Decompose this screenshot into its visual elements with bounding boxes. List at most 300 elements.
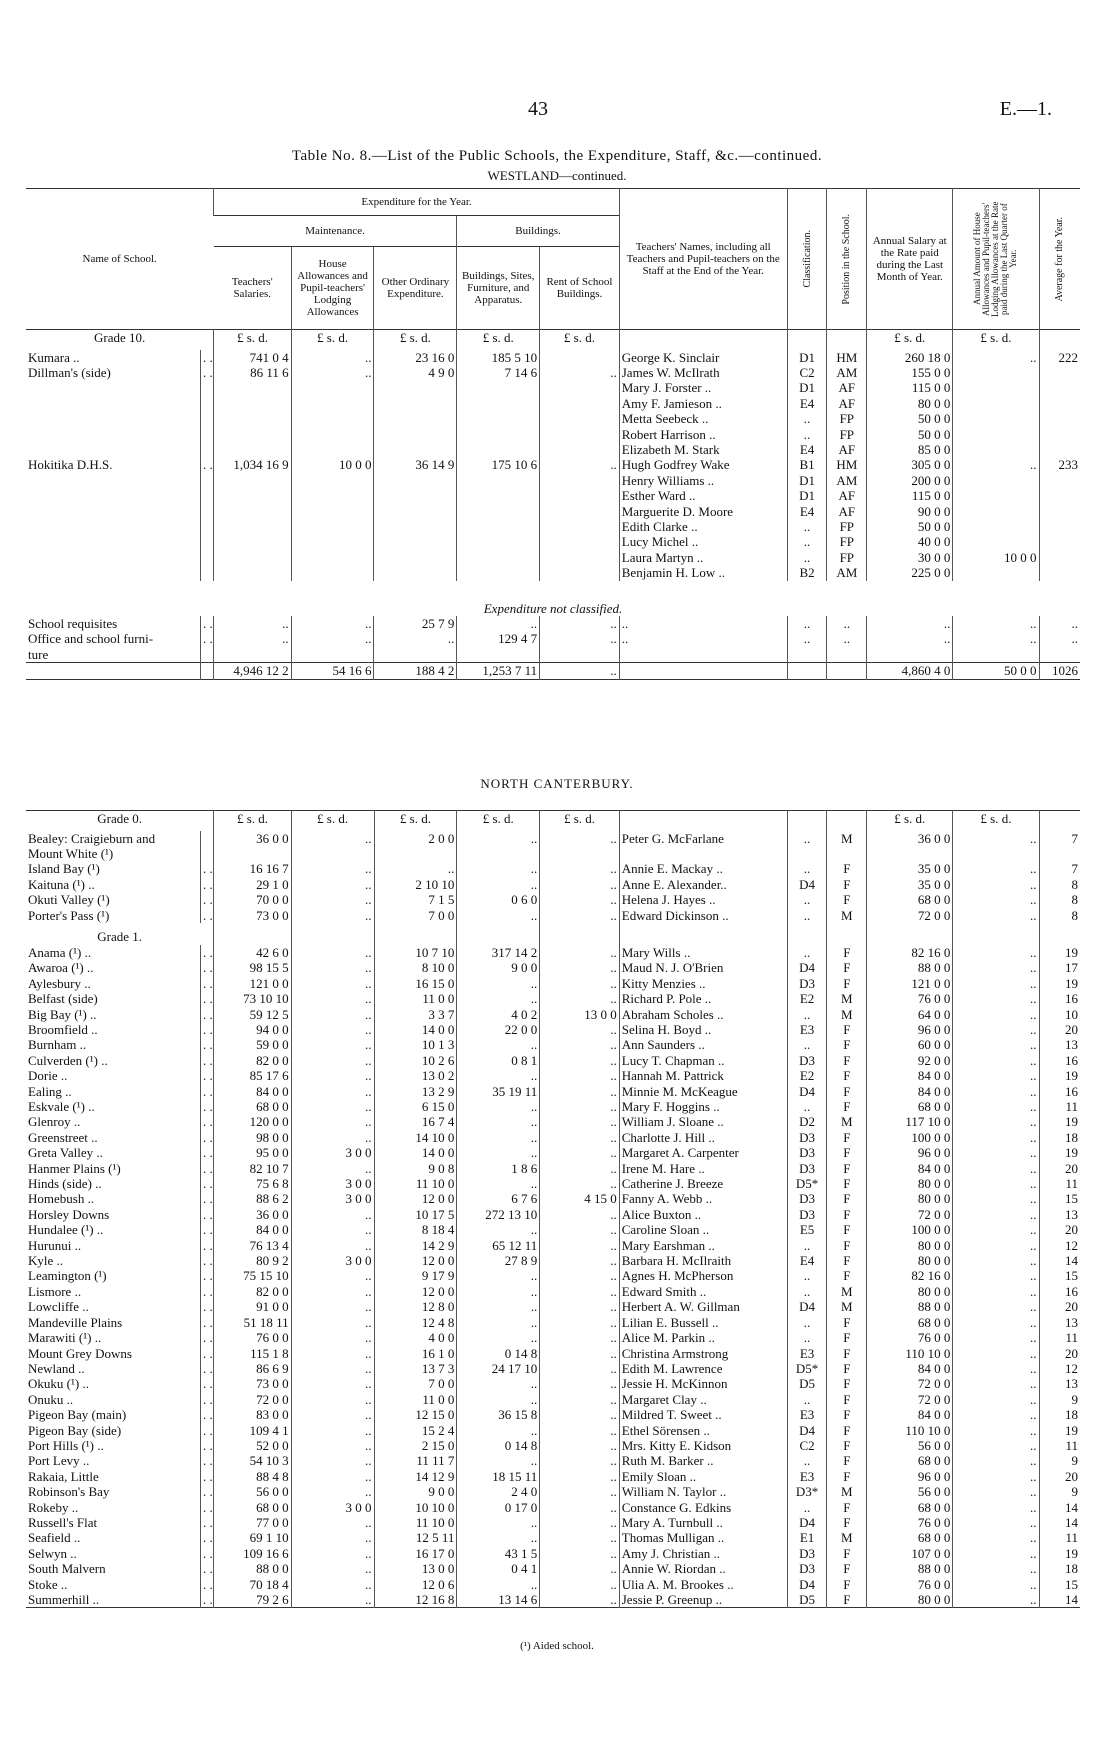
table-cell [457,923,540,945]
table-cell: Catherine J. Breeze [619,1176,787,1191]
table-cell: .. [457,1176,540,1191]
table-cell: .. [787,892,827,907]
table-cell: Laura Martyn .. [619,550,787,565]
table-cell: 3 3 7 [374,1007,457,1022]
table-cell: Leamington (¹) [28,1268,107,1284]
table-cell: 36 0 0 [214,1207,291,1222]
table-cell: F [827,1438,867,1453]
table-cell [540,488,620,503]
table-row [26,1530,1080,1545]
table-cell: .. [867,616,953,631]
table-cell [953,488,1039,503]
table-cell: 80 0 0 [867,1592,953,1608]
table-cell [374,442,457,457]
table-cell: . . [201,1330,214,1345]
table-cell: 7 [1039,861,1080,876]
table-cell: 35 19 11 [457,1084,540,1099]
table-cell: .. [457,991,540,1006]
table-cell: 20 [1039,1299,1080,1314]
table-cell [827,663,867,679]
table-cell: .. [540,1084,620,1099]
table-row [26,1130,1080,1145]
table-cell: 12 0 6 [374,1577,457,1592]
table-cell [1039,380,1080,395]
table-cell: 84 0 0 [214,1222,291,1237]
table-cell: .. [787,861,827,876]
table-cell [374,396,457,411]
table-cell: .. [540,1299,620,1314]
table-cell: 10 17 5 [374,1207,457,1222]
table-row [26,1022,1080,1037]
table-cell: .. [291,1546,374,1561]
table-cell: F [827,1268,867,1283]
table-cell: F [827,976,867,991]
table-cell: .. [457,1284,540,1299]
table-cell: D3 [787,1130,827,1145]
table-cell: 43 1 5 [457,1546,540,1561]
table-cell: Lismore .. [28,1283,82,1299]
table-cell: 16 16 7 [214,861,291,876]
table-cell: 0 8 1 [457,1053,540,1068]
table-cell: .. [540,1207,620,1222]
table-cell: Ethel Sörensen .. [619,1423,787,1438]
table-cell: .. [540,1346,620,1361]
table-cell: .. [291,1084,374,1099]
table-cell [374,473,457,488]
table-cell: AF [827,380,867,395]
table-cell: . . [201,960,214,975]
table-cell: M [827,991,867,1006]
table-cell: D3 [787,976,827,991]
table-cell [1039,442,1080,457]
table-cell [201,380,214,395]
table-cell: 115 1 8 [214,1346,291,1361]
table-cell: .. [953,1515,1039,1530]
table-cell [827,330,867,350]
table-row [26,1484,1080,1499]
currency-header: £ s. d. [214,330,291,350]
table-cell: Benjamin H. Low .. [619,565,787,580]
table-row [26,1007,1080,1022]
table-cell: 8 [1039,892,1080,907]
table-cell: 11 0 0 [374,991,457,1006]
table-cell: .. [291,616,374,631]
table-cell: .. [540,960,620,975]
table-cell: 98 0 0 [214,1130,291,1145]
table-cell: 12 5 11 [374,1530,457,1545]
table-cell: Mrs. Kitty E. Kidson [619,1438,787,1453]
table-cell [787,846,827,861]
table-cell: F [827,1145,867,1160]
table-cell: 0 14 8 [457,1438,540,1453]
table-cell: Belfast (side) [28,991,98,1007]
table-row [26,1037,1080,1052]
table-cell: .. [291,1114,374,1129]
table-cell: Edith Clarke .. [619,519,787,534]
table-cell: 11 [1039,1176,1080,1191]
table-cell [787,647,827,663]
table-cell: .. [291,1469,374,1484]
table-cell [787,663,827,679]
table-cell: . . [201,1207,214,1222]
table-cell: .. [540,1392,620,1407]
table-row [26,1330,1080,1345]
table-cell: 84 0 0 [867,1084,953,1099]
table-cell: .. [540,1222,620,1237]
table-cell: .. [457,877,540,892]
table-cell: M [827,1284,867,1299]
table-cell [291,550,374,565]
table-cell [619,811,787,831]
table-cell: . . [201,1268,214,1283]
table-cell: .. [953,1145,1039,1160]
table-cell: 741 0 4 [214,350,291,365]
table-cell: D1 [787,350,827,365]
table-cell: .. [540,861,620,876]
table-cell: AF [827,442,867,457]
table-cell: 1 8 6 [457,1161,540,1176]
table-cell: 6 15 0 [374,1099,457,1114]
table-cell [953,411,1039,426]
table-cell: .. [540,945,620,960]
table-cell: .. [953,1238,1039,1253]
table-cell: 88 4 8 [214,1469,291,1484]
table-cell: 10 0 0 [291,457,374,472]
table-cell: 20 [1039,1161,1080,1176]
table-cell: .. [787,631,827,646]
table-cell [26,504,201,519]
table-row [26,1515,1080,1530]
table-cell: .. [540,631,620,646]
table-cell [214,380,291,395]
table-cell: 19 [1039,1114,1080,1129]
table-cell: 11 [1039,1530,1080,1545]
table-cell: Russell's Flat [28,1514,98,1530]
table-cell: .. [827,631,867,646]
table-cell: .. [540,1330,620,1345]
table-cell: .. [291,631,374,646]
table-cell [827,923,867,945]
table-cell: Ruth M. Barker .. [619,1453,787,1468]
table-cell: 12 [1039,1238,1080,1253]
table-cell: .. [457,1299,540,1314]
table-cell: Port Hills (¹) .. [28,1437,104,1453]
table-cell [540,504,620,519]
table-cell: 79 2 6 [214,1592,291,1608]
table-row [26,1161,1080,1176]
table-cell: .. [291,908,374,923]
table-cell: .. [787,1453,827,1468]
table-cell [953,504,1039,519]
table-cell: 96 0 0 [867,1145,953,1160]
table-row [26,1561,1080,1576]
table-cell [457,411,540,426]
table-cell: 80 0 0 [867,1191,953,1206]
table-cell: Richard P. Pole .. [619,991,787,1006]
table-cell: .. [457,1130,540,1145]
table-cell [1039,923,1080,945]
table-cell [214,534,291,549]
table-cell: 20 [1039,1469,1080,1484]
table-cell [214,488,291,503]
table-cell: F [827,1315,867,1330]
table-cell [540,411,620,426]
table-row [26,365,1080,380]
table-cell: Mary A. Turnbull .. [619,1515,787,1530]
table-cell [457,504,540,519]
table-cell: .. [787,1007,827,1022]
table-cell: .. [787,1284,827,1299]
table-cell: .. [291,1037,374,1052]
table-cell: F [827,1592,867,1608]
table-cell: Robert Harrison .. [619,427,787,442]
table-row [26,861,1080,876]
table-cell: F [827,945,867,960]
table-cell [1039,411,1080,426]
table-cell: .. [291,1161,374,1176]
table-cell: D3* [787,1484,827,1499]
table-cell [26,550,201,565]
table-cell: D5 [787,1592,827,1608]
table-row [26,1469,1080,1484]
table-cell: Broomfield .. [28,1021,98,1037]
table-cell: D4 [787,1423,827,1438]
currency-header: £ s. d. [291,811,374,831]
table-cell: .. [291,1207,374,1222]
table-cell: .. [787,1392,827,1407]
table-cell: Barbara H. McIlraith [619,1253,787,1268]
table-cell: 19 [1039,1145,1080,1160]
table-cell: 70 18 4 [214,1577,291,1592]
table-cell [457,647,540,663]
table-cell [291,923,374,945]
table-cell: 56 0 0 [214,1484,291,1499]
table-cell: .. [214,631,291,646]
table-row [26,1453,1080,1468]
table-row [26,1268,1080,1283]
currency-header: £ s. d. [374,330,457,350]
table-cell [201,647,214,663]
table-cell: . . [201,1022,214,1037]
table-cell: F [827,1515,867,1530]
table-cell: . . [201,457,214,472]
table-cell: Mary Wills .. [619,945,787,960]
table-cell: .. [953,1130,1039,1145]
table-cell: 88 0 0 [214,1561,291,1576]
table-row [26,1284,1080,1299]
table-cell: 76 0 0 [867,1515,953,1530]
table-cell: 13 [1039,1376,1080,1391]
table-cell: Annie E. Mackay .. [619,861,787,876]
table-cell [374,380,457,395]
table-cell [540,473,620,488]
table-cell [540,380,620,395]
table-cell: .. [457,1453,540,1468]
table-cell [214,647,291,663]
table-cell: 6 7 6 [457,1191,540,1206]
table-row [26,1376,1080,1391]
table-cell: .. [787,616,827,631]
col-expenditure: Expenditure for the Year. [214,189,619,216]
table-cell: D5 [787,1376,827,1391]
table-cell: Hanmer Plains (¹) [28,1160,121,1176]
table-cell [374,923,457,945]
table-cell [374,427,457,442]
table-cell: 80 9 2 [214,1253,291,1268]
table-cell: .. [457,1577,540,1592]
table-cell: 36 15 8 [457,1407,540,1422]
table-cell: 92 0 0 [867,1053,953,1068]
table-cell: .. [457,1268,540,1283]
table-cell: F [827,1330,867,1345]
table-cell: .. [291,1238,374,1253]
table-cell [953,923,1039,945]
table-cell: 80 0 0 [867,1253,953,1268]
table-cell [26,396,201,411]
table-cell: Mount White (¹) [28,845,114,861]
table-cell: .. [540,1161,620,1176]
table-cell: .. [953,861,1039,876]
table-cell [374,488,457,503]
table-row [26,1238,1080,1253]
table-cell: E1 [787,1530,827,1545]
table-cell: Rokeby .. [28,1499,79,1515]
table-cell: .. [540,1253,620,1268]
table-cell [1039,330,1080,350]
table-cell [1039,427,1080,442]
table-row [26,892,1080,907]
table-cell: D5* [787,1176,827,1191]
currency-header: £ s. d. [953,330,1039,350]
table-cell: . . [201,631,214,646]
table-cell: .. [953,960,1039,975]
westland-table [26,188,1080,680]
table-cell [1039,473,1080,488]
table-cell [291,427,374,442]
table-cell: E3 [787,1346,827,1361]
table-cell: .. [787,1238,827,1253]
table-cell: .. [540,457,620,472]
table-row [26,1392,1080,1407]
table-row [26,1207,1080,1222]
table-cell [291,534,374,549]
table-row [26,1346,1080,1361]
table-cell: .. [540,663,620,679]
table-cell: 91 0 0 [214,1299,291,1314]
table-cell: 272 13 10 [457,1207,540,1222]
table-cell [953,565,1039,580]
table-row [26,1253,1080,1268]
table-cell [457,473,540,488]
table-cell: 9 0 0 [374,1484,457,1499]
table-cell: 8 18 4 [374,1222,457,1237]
table-cell: 2 10 10 [374,877,457,892]
table-cell: . . [201,1392,214,1407]
table-cell: 80 0 0 [867,1284,953,1299]
page-header [0,98,1114,128]
table-cell: . . [201,1176,214,1191]
table-cell: 50 0 0 [953,663,1039,679]
table-cell [540,442,620,457]
table-cell [214,427,291,442]
table-cell: .. [787,1500,827,1515]
table-cell: AF [827,504,867,519]
table-row [26,1299,1080,1314]
table-cell: .. [953,350,1039,365]
table-cell: Herbert A. W. Gillman [619,1299,787,1314]
table-cell: 4 0 0 [374,1330,457,1345]
table-cell: .. [291,1577,374,1592]
grade-label: Grade 10. [94,330,146,345]
table-cell: 68 0 0 [214,1500,291,1515]
table-cell: D2 [787,1114,827,1129]
table-cell: .. [787,1330,827,1345]
table-cell: . . [201,1253,214,1268]
table-cell: .. [540,1469,620,1484]
table-cell: 25 7 9 [374,616,457,631]
table-row [26,396,1080,411]
table-cell: .. [787,1037,827,1052]
table-row [26,647,1080,663]
table-cell: D4 [787,1084,827,1099]
table-cell [201,396,214,411]
table-cell: .. [291,1222,374,1237]
table-cell: .. [540,1238,620,1253]
table-cell [953,647,1039,663]
table-cell: 82 16 0 [867,1268,953,1283]
table-cell [540,350,620,365]
table-cell: 7 [1039,831,1080,846]
grade-row [26,330,1080,350]
table-cell: 73 0 0 [214,1376,291,1391]
col-buildings: Buildings. [457,216,619,247]
table-row [26,877,1080,892]
table-cell: F [827,960,867,975]
table-cell: 117 10 0 [867,1114,953,1129]
table-cell: .. [540,1561,620,1576]
table-cell: .. [291,1438,374,1453]
table-cell: .. [787,1099,827,1114]
table-cell: .. [540,1176,620,1191]
table-cell: 110 10 0 [867,1423,953,1438]
table-cell: .. [457,1376,540,1391]
document-code: E.—1. [999,98,1052,120]
table-cell [1039,647,1080,663]
table-cell: Christina Armstrong [619,1346,787,1361]
table-cell [827,647,867,663]
table-cell: 12 0 0 [374,1191,457,1206]
table-row [26,504,1080,519]
table-cell: 7 1 5 [374,892,457,907]
currency-header: £ s. d. [457,811,540,831]
table-cell: .. [540,1546,620,1561]
table-cell: 14 10 0 [374,1130,457,1145]
table-cell: .. [953,1207,1039,1222]
table-cell: 68 0 0 [867,1453,953,1468]
table-cell: Mary J. Forster .. [619,380,787,395]
table-cell: 11 [1039,1438,1080,1453]
table-cell: FP [827,519,867,534]
table-cell: 68 0 0 [867,1099,953,1114]
table-cell [374,504,457,519]
table-cell [201,550,214,565]
table-cell [26,565,201,580]
table-cell: M [827,1484,867,1499]
table-cell: . . [201,1361,214,1376]
table-cell: .. [291,1376,374,1391]
table-cell: F [827,1022,867,1037]
table-cell: .. [953,1007,1039,1022]
